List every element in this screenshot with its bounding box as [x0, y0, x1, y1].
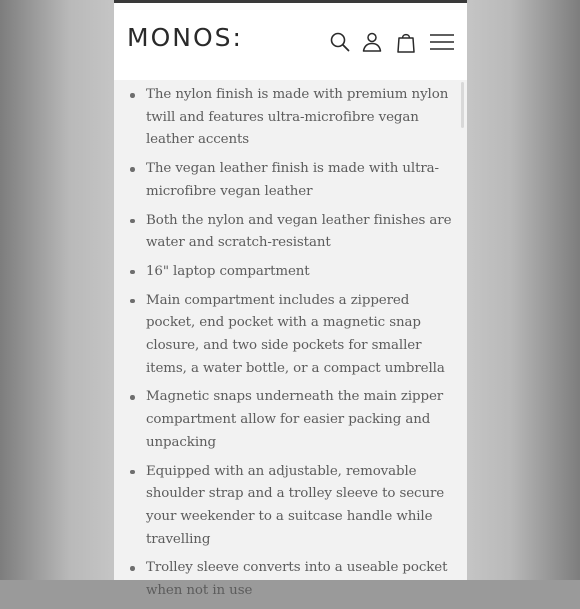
feature-text: Equipped with an adjustable, removable shoulder strap and a trolley sleeve to secure your weekender to a suitcase handle while travelling — [146, 463, 445, 547]
bullet-icon — [130, 566, 135, 571]
feature-list — [114, 84, 467, 609]
bullet-icon — [130, 299, 135, 304]
feature-text: 16" laptop compartment — [146, 263, 310, 279]
bullet-icon — [130, 219, 135, 224]
bullet-icon — [130, 93, 135, 98]
feature-text: The nylon finish is made with premium nylon twill and features ultra-microfibre vegan leather accents — [146, 87, 449, 148]
list-item — [114, 386, 467, 454]
mobile-viewport — [114, 0, 467, 599]
list-item — [114, 557, 467, 602]
feature-text: The vegan leather finish is made with ultra-microfibre vegan leather — [146, 161, 439, 199]
shopping-bag-icon[interactable] — [394, 30, 418, 54]
list-item — [114, 158, 467, 203]
brand-logo[interactable]: MONOS: — [127, 23, 243, 52]
feature-text: Trolley sleeve converts into a useable pocket when not in use — [146, 560, 448, 599]
bullet-icon — [130, 167, 135, 172]
scrollbar[interactable] — [461, 82, 464, 128]
feature-text: Both the nylon and vegan leather finishes are water and scratch-resistant — [146, 212, 452, 251]
menu-icon[interactable] — [429, 30, 455, 54]
list-item — [114, 84, 467, 152]
list-item — [114, 210, 467, 255]
list-item — [114, 261, 467, 284]
list-item — [114, 461, 467, 552]
bullet-icon — [130, 470, 135, 475]
product-details — [114, 80, 467, 599]
list-item — [114, 290, 467, 381]
feature-text: Main compartment includes a zippered pocket, end pocket with a magnetic snap closure, and two side pockets for smaller items, a water bottle, or a compact umbrella — [146, 292, 445, 376]
site-header — [114, 3, 467, 80]
account-icon[interactable] — [360, 30, 384, 54]
feature-text: Magnetic snaps underneath the main zipper compartment allow for easier packing and unpacking — [146, 389, 444, 450]
bullet-icon — [130, 270, 135, 275]
bullet-icon — [130, 395, 135, 400]
search-icon[interactable] — [328, 30, 352, 54]
